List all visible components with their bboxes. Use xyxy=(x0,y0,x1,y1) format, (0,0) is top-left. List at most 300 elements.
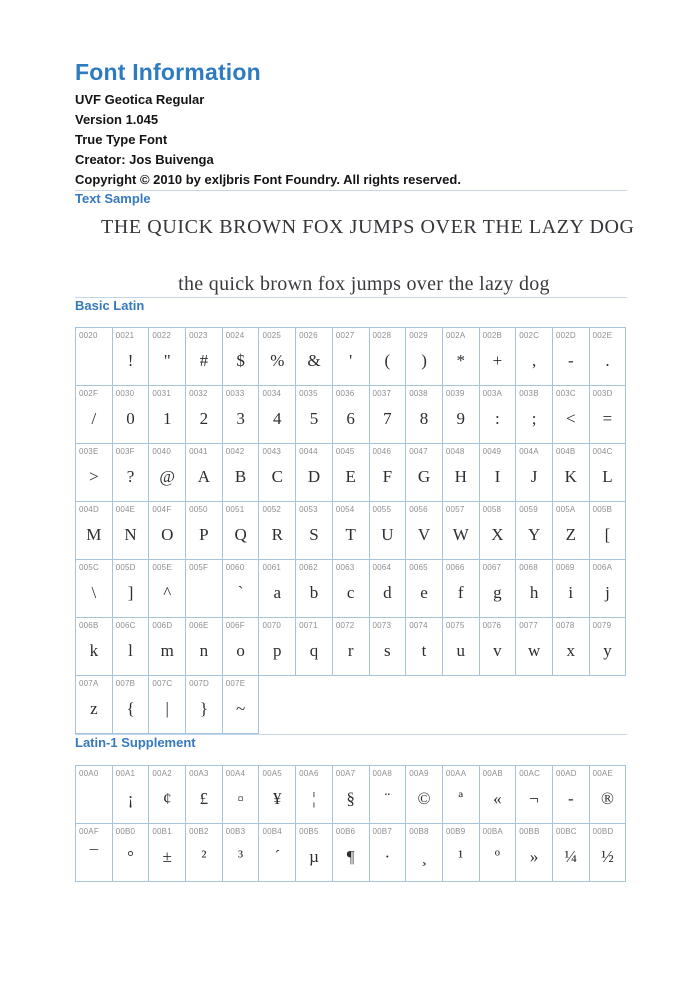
glyph-char: ¢ xyxy=(162,789,172,808)
glyph-code-label: 0054 xyxy=(335,505,355,514)
glyph-cell-00AD xyxy=(553,766,590,824)
glyph-code-label: 005D xyxy=(115,563,136,572)
glyph-char: ¨ xyxy=(384,789,391,808)
glyph-code-label: 0024 xyxy=(225,331,245,340)
glyph-char: P xyxy=(199,525,209,544)
glyph-cell-0024 xyxy=(223,328,260,386)
glyph-char: p xyxy=(273,641,282,660)
glyph-code-label: 002D xyxy=(555,331,576,340)
glyph-char: · xyxy=(384,847,391,866)
glyph-code-label: 0068 xyxy=(519,563,538,572)
glyph-code-label: 0031 xyxy=(152,389,171,398)
glyph-cell-00B2 xyxy=(186,824,223,882)
glyph-char: ² xyxy=(201,847,207,866)
glyph-char: K xyxy=(564,467,577,486)
font-creator-line: Creator: Jos Buivenga xyxy=(75,152,214,167)
glyph-char: k xyxy=(89,641,99,660)
glyph-cell-006C xyxy=(113,618,150,676)
glyph-code-label: 00BC xyxy=(555,827,577,836)
glyph-char: © xyxy=(417,789,431,808)
sample-uppercase: THE QUICK BROWN FOX JUMPS OVER THE LAZY DOG xyxy=(101,216,635,238)
glyph-row xyxy=(76,618,626,676)
glyph-char: µ xyxy=(309,847,319,866)
glyph-char: B xyxy=(234,467,247,486)
glyph-code-label: 0057 xyxy=(445,505,465,514)
glyph-code-label: 0045 xyxy=(335,447,355,456)
glyph-cell-0072 xyxy=(333,618,370,676)
glyph-char: R xyxy=(271,525,283,544)
glyph-code-label: 0059 xyxy=(519,505,538,514)
glyph-cell-00A8 xyxy=(370,766,407,824)
glyph-code-label: 00A2 xyxy=(152,769,172,778)
glyph-code-label: 0021 xyxy=(115,331,135,340)
glyph-row xyxy=(76,328,626,386)
glyph-code-label: 0025 xyxy=(262,331,282,340)
glyph-char: X xyxy=(491,525,504,544)
glyph-code-label: 00B6 xyxy=(335,827,356,836)
glyph-char: } xyxy=(199,699,208,718)
glyph-cell-0021 xyxy=(113,328,150,386)
glyph-cell-0027 xyxy=(333,328,370,386)
glyph-row xyxy=(76,824,626,882)
glyph-code-label: 0033 xyxy=(225,389,245,398)
glyph-char: c xyxy=(346,583,355,602)
basic-latin-glyph-grid xyxy=(75,327,626,734)
glyph-code-label: 0051 xyxy=(225,505,245,514)
glyph-code-label: 00B1 xyxy=(152,827,172,836)
glyph-code-label: 0078 xyxy=(555,621,575,630)
glyph-char: 3 xyxy=(236,409,245,428)
glyph-cell-0069 xyxy=(553,560,590,618)
glyph-char: | xyxy=(165,699,169,718)
glyph-code-label: 00A7 xyxy=(335,769,356,778)
glyph-cell-005B xyxy=(590,502,627,560)
glyph-char: » xyxy=(529,847,539,866)
glyph-code-label: 0079 xyxy=(592,621,612,630)
glyph-char: T xyxy=(345,525,356,544)
glyph-cell-0031 xyxy=(149,386,186,444)
glyph-row xyxy=(76,676,626,734)
glyph-cell-00A1 xyxy=(113,766,150,824)
glyph-code-label: 0030 xyxy=(115,389,135,398)
page-title: Font Information xyxy=(75,59,261,85)
glyph-cell-0075 xyxy=(443,618,480,676)
glyph-code-label: 0064 xyxy=(372,563,392,572)
glyph-cell-004E xyxy=(113,502,150,560)
glyph-char: q xyxy=(309,641,319,660)
glyph-cell-00A4 xyxy=(223,766,260,824)
glyph-code-label: 003A xyxy=(482,389,503,398)
glyph-cell-0022 xyxy=(149,328,186,386)
glyph-char: G xyxy=(417,467,431,486)
glyph-char: º xyxy=(494,847,501,866)
glyph-char: u xyxy=(456,641,465,660)
glyph-cell-007D xyxy=(186,676,223,734)
glyph-cell-00B7 xyxy=(370,824,407,882)
glyph-cell-004D xyxy=(76,502,113,560)
glyph-cell-0030 xyxy=(113,386,150,444)
glyph-cell-0055 xyxy=(370,502,407,560)
glyph-char: Z xyxy=(565,525,576,544)
glyph-code-label: 007B xyxy=(115,679,136,688)
glyph-cell-0048 xyxy=(443,444,480,502)
glyph-char: V xyxy=(417,525,431,544)
glyph-cell-0043 xyxy=(259,444,296,502)
glyph-char: D xyxy=(307,467,321,486)
glyph-code-label: 005F xyxy=(189,563,209,572)
glyph-cell-005A xyxy=(553,502,590,560)
glyph-cell-0059 xyxy=(516,502,553,560)
glyph-code-label: 00AB xyxy=(482,769,503,778)
glyph-char: ¦ xyxy=(312,789,316,808)
glyph-cell-00BB xyxy=(516,824,553,882)
glyph-cell-0035 xyxy=(296,386,333,444)
glyph-cell-0068 xyxy=(516,560,553,618)
glyph-code-label: 0074 xyxy=(409,621,428,630)
glyph-code-label: 004D xyxy=(79,505,99,514)
glyph-cell-004C xyxy=(590,444,627,502)
glyph-char: a xyxy=(273,583,282,602)
glyph-char: f xyxy=(457,583,464,602)
glyph-cell-0023 xyxy=(186,328,223,386)
glyph-cell-0037 xyxy=(370,386,407,444)
glyph-char: ( xyxy=(384,351,391,370)
glyph-char: ▫ xyxy=(237,789,244,808)
glyph-char: C xyxy=(271,467,283,486)
glyph-code-label: 0026 xyxy=(299,331,318,340)
glyph-char: " xyxy=(163,351,171,370)
glyph-char: 2 xyxy=(199,409,209,428)
glyph-cell-004F xyxy=(149,502,186,560)
glyph-cell-0039 xyxy=(443,386,480,444)
glyph-code-label: 006D xyxy=(152,621,173,630)
glyph-cell-00B3 xyxy=(223,824,260,882)
glyph-char: ° xyxy=(127,847,134,866)
glyph-char: L xyxy=(602,467,613,486)
glyph-cell-00AB xyxy=(480,766,517,824)
glyph-char: { xyxy=(126,699,135,718)
glyph-char: - xyxy=(567,789,574,808)
glyph-cell-006A xyxy=(590,560,627,618)
glyph-char: x xyxy=(566,641,576,660)
glyph-cell-0032 xyxy=(186,386,223,444)
glyph-code-label: 00B5 xyxy=(299,827,319,836)
glyph-cell-006D xyxy=(149,618,186,676)
glyph-cell-003B xyxy=(516,386,553,444)
glyph-code-label: 0048 xyxy=(445,447,465,456)
glyph-cell-00B4 xyxy=(259,824,296,882)
glyph-code-label: 0056 xyxy=(409,505,428,514)
glyph-code-label: 0041 xyxy=(189,447,208,456)
glyph-char: & xyxy=(307,351,321,370)
glyph-char: ) xyxy=(421,351,427,370)
section-heading-latin1-supplement: Latin-1 Supplement xyxy=(75,735,196,750)
glyph-code-label: 00AE xyxy=(592,769,613,778)
glyph-char: ] xyxy=(127,583,134,602)
glyph-cell-00A2 xyxy=(149,766,186,824)
glyph-code-label: 00AA xyxy=(445,769,467,778)
glyph-code-label: 002E xyxy=(592,331,613,340)
glyph-code-label: 0032 xyxy=(189,389,208,398)
glyph-cell-00B5 xyxy=(296,824,333,882)
glyph-char: z xyxy=(90,699,98,718)
glyph-code-label: 00AC xyxy=(519,769,541,778)
glyph-cell-00AC xyxy=(516,766,553,824)
glyph-cell-002C xyxy=(516,328,553,386)
glyph-cell-0045 xyxy=(333,444,370,502)
glyph-char: i xyxy=(568,583,574,602)
glyph-cell-00A3 xyxy=(186,766,223,824)
glyph-cell-0052 xyxy=(259,502,296,560)
glyph-cell-0051 xyxy=(223,502,260,560)
glyph-code-label: 00A8 xyxy=(372,769,392,778)
glyph-char: ¹ xyxy=(458,847,464,866)
glyph-char: O xyxy=(161,525,174,544)
glyph-cell-003D xyxy=(590,386,627,444)
glyph-code-label: 0037 xyxy=(372,389,392,398)
glyph-code-label: 0066 xyxy=(445,563,465,572)
glyph-code-label: 0028 xyxy=(372,331,392,340)
glyph-cell-006F xyxy=(223,618,260,676)
glyph-char: - xyxy=(567,351,574,370)
glyph-cell-0044 xyxy=(296,444,333,502)
glyph-code-label: 0076 xyxy=(482,621,502,630)
glyph-char: 1 xyxy=(162,409,172,428)
glyph-cell-0056 xyxy=(406,502,443,560)
glyph-code-label: 007E xyxy=(225,679,246,688)
glyph-char: o xyxy=(236,641,245,660)
glyph-cell-00B6 xyxy=(333,824,370,882)
glyph-cell-004B xyxy=(553,444,590,502)
glyph-cell-003F xyxy=(113,444,150,502)
glyph-code-label: 0058 xyxy=(482,505,502,514)
glyph-code-label: 004C xyxy=(592,447,613,456)
glyph-code-label: 00A0 xyxy=(79,769,99,778)
glyph-cell-0071 xyxy=(296,618,333,676)
glyph-cell-0049 xyxy=(480,444,517,502)
glyph-cell-00A7 xyxy=(333,766,370,824)
glyph-cell-0036 xyxy=(333,386,370,444)
glyph-code-label: 007D xyxy=(189,679,209,688)
glyph-char: d xyxy=(383,583,392,602)
glyph-char: l xyxy=(128,641,133,660)
glyph-row xyxy=(76,560,626,618)
glyph-code-label: 0077 xyxy=(519,621,538,630)
glyph-code-label: 0022 xyxy=(152,331,171,340)
glyph-cell-00AE xyxy=(590,766,627,824)
glyph-char: ® xyxy=(601,789,614,808)
glyph-char: * xyxy=(456,351,465,370)
latin1-supplement-glyph-grid xyxy=(75,765,626,882)
glyph-cell-0070 xyxy=(259,618,296,676)
glyph-cell-00AA xyxy=(443,766,480,824)
glyph-cell-007C xyxy=(149,676,186,734)
glyph-row xyxy=(76,766,626,824)
glyph-char: \ xyxy=(91,583,97,602)
glyph-code-label: 002A xyxy=(445,331,466,340)
glyph-cell-0046 xyxy=(370,444,407,502)
glyph-code-label: 00A5 xyxy=(262,769,282,778)
glyph-code-label: 00BD xyxy=(592,827,614,836)
glyph-code-label: 0049 xyxy=(482,447,502,456)
glyph-char: # xyxy=(199,351,209,370)
glyph-char: ~ xyxy=(235,699,246,718)
glyph-code-label: 004F xyxy=(152,505,172,514)
glyph-char: w xyxy=(527,641,541,660)
glyph-code-label: 00B3 xyxy=(225,827,246,836)
glyph-cell-0042 xyxy=(223,444,260,502)
glyph-code-label: 0069 xyxy=(555,563,575,572)
glyph-code-label: 004E xyxy=(115,505,136,514)
glyph-cell-0063 xyxy=(333,560,370,618)
font-name-line: UVF Geotica Regular xyxy=(75,92,205,107)
glyph-char xyxy=(76,341,112,385)
glyph-code-label: 0067 xyxy=(482,563,502,572)
glyph-code-label: 0062 xyxy=(299,563,318,572)
glyph-code-label: 00AD xyxy=(555,769,577,778)
glyph-code-label: 0061 xyxy=(262,563,282,572)
glyph-char: [ xyxy=(604,525,611,544)
glyph-code-label: 0053 xyxy=(299,505,318,514)
glyph-code-label: 00A6 xyxy=(299,769,319,778)
glyph-code-label: 00B2 xyxy=(189,827,209,836)
glyph-char: j xyxy=(605,583,610,602)
glyph-code-label: 0044 xyxy=(299,447,318,456)
glyph-code-label: 0029 xyxy=(409,331,428,340)
glyph-char: r xyxy=(347,641,354,660)
glyph-char: Y xyxy=(527,525,541,544)
glyph-code-label: 0060 xyxy=(225,563,245,572)
glyph-code-label: 0023 xyxy=(189,331,208,340)
glyph-cell-0038 xyxy=(406,386,443,444)
glyph-cell-0053 xyxy=(296,502,333,560)
glyph-char: h xyxy=(529,583,539,602)
glyph-cell-006B xyxy=(76,618,113,676)
glyph-cell-005C xyxy=(76,560,113,618)
glyph-char: ± xyxy=(162,847,172,866)
glyph-char: ! xyxy=(127,351,134,370)
glyph-code-label: 003E xyxy=(79,447,99,456)
glyph-code-label: 0039 xyxy=(445,389,465,398)
glyph-cell-0065 xyxy=(406,560,443,618)
glyph-cell-005E xyxy=(149,560,186,618)
section-heading-basic-latin: Basic Latin xyxy=(75,298,145,313)
glyph-char: ¡ xyxy=(127,789,134,808)
glyph-char: M xyxy=(86,525,102,544)
glyph-code-label: 006F xyxy=(225,621,245,630)
glyph-char: b xyxy=(309,583,319,602)
glyph-cell-005F xyxy=(186,560,223,618)
glyph-cell-002D xyxy=(553,328,590,386)
glyph-char: ¼ xyxy=(564,847,578,866)
glyph-cell-0077 xyxy=(516,618,553,676)
glyph-code-label: 0036 xyxy=(335,389,355,398)
font-version-line: Version 1.045 xyxy=(75,112,159,127)
glyph-char xyxy=(186,573,222,617)
font-copyright-line: Copyright © 2010 by exljbris Font Foundry. All rights reserved. xyxy=(75,172,461,187)
glyph-code-label: 00B8 xyxy=(409,827,429,836)
glyph-code-label: 003B xyxy=(519,389,539,398)
glyph-cell-003A xyxy=(480,386,517,444)
glyph-code-label: 006E xyxy=(189,621,209,630)
glyph-code-label: 00AF xyxy=(79,827,99,836)
glyph-code-label: 0055 xyxy=(372,505,392,514)
glyph-cell-00A5 xyxy=(259,766,296,824)
glyph-code-label: 006B xyxy=(79,621,99,630)
glyph-cell-00B0 xyxy=(113,824,150,882)
glyph-code-label: 007C xyxy=(152,679,173,688)
glyph-cell-00BA xyxy=(480,824,517,882)
glyph-char: , xyxy=(531,351,537,370)
glyph-code-label: 00A9 xyxy=(409,769,429,778)
glyph-cell-00B8 xyxy=(406,824,443,882)
glyph-char: H xyxy=(454,467,467,486)
glyph-code-label: 0035 xyxy=(299,389,318,398)
glyph-cell-0020 xyxy=(76,328,113,386)
glyph-code-label: 002B xyxy=(482,331,503,340)
glyph-cell-005D xyxy=(113,560,150,618)
glyph-char: : xyxy=(495,409,500,428)
glyph-code-label: 004B xyxy=(555,447,576,456)
glyph-char: g xyxy=(493,583,502,602)
glyph-char: ` xyxy=(237,583,244,602)
glyph-code-label: 006A xyxy=(592,563,613,572)
glyph-cell-007A xyxy=(76,676,113,734)
glyph-char: 5 xyxy=(309,409,319,428)
glyph-code-label: 0050 xyxy=(189,505,208,514)
glyph-char: 9 xyxy=(456,409,465,428)
glyph-code-label: 0027 xyxy=(335,331,355,340)
glyph-code-label: 0043 xyxy=(262,447,282,456)
glyph-char: S xyxy=(309,525,319,544)
glyph-code-label: 0075 xyxy=(445,621,465,630)
glyph-char: y xyxy=(603,641,612,660)
font-details xyxy=(75,90,627,190)
glyph-code-label: 007A xyxy=(79,679,99,688)
glyph-char: F xyxy=(382,467,393,486)
glyph-cell-00BC xyxy=(553,824,590,882)
glyph-cell-006E xyxy=(186,618,223,676)
glyph-code-label: 00A4 xyxy=(225,769,246,778)
glyph-char: ½ xyxy=(601,847,614,866)
glyph-code-label: 00BB xyxy=(519,827,540,836)
glyph-char: £ xyxy=(199,789,209,808)
glyph-cell-00B1 xyxy=(149,824,186,882)
glyph-cell-0067 xyxy=(480,560,517,618)
glyph-char: 8 xyxy=(419,409,429,428)
glyph-cell-0078 xyxy=(553,618,590,676)
glyph-code-label: 005B xyxy=(592,505,613,514)
glyph-row xyxy=(76,386,626,444)
glyph-cell-0025 xyxy=(259,328,296,386)
glyph-char: ¶ xyxy=(346,847,355,866)
glyph-cell-0040 xyxy=(149,444,186,502)
glyph-cell-003E xyxy=(76,444,113,502)
glyph-code-label: 0046 xyxy=(372,447,392,456)
sample-lowercase: the quick brown fox jumps over the lazy dog xyxy=(178,273,550,295)
glyph-code-label: 005A xyxy=(555,505,576,514)
glyph-cell-0074 xyxy=(406,618,443,676)
glyph-code-label: 0070 xyxy=(262,621,282,630)
glyph-cell-0057 xyxy=(443,502,480,560)
glyph-char: ^ xyxy=(163,583,172,602)
glyph-code-label: 003F xyxy=(115,447,135,456)
glyph-cell-0073 xyxy=(370,618,407,676)
glyph-char: § xyxy=(346,789,355,808)
glyph-cell-0062 xyxy=(296,560,333,618)
glyph-cell-00A6 xyxy=(296,766,333,824)
glyph-cell-0079 xyxy=(590,618,627,676)
